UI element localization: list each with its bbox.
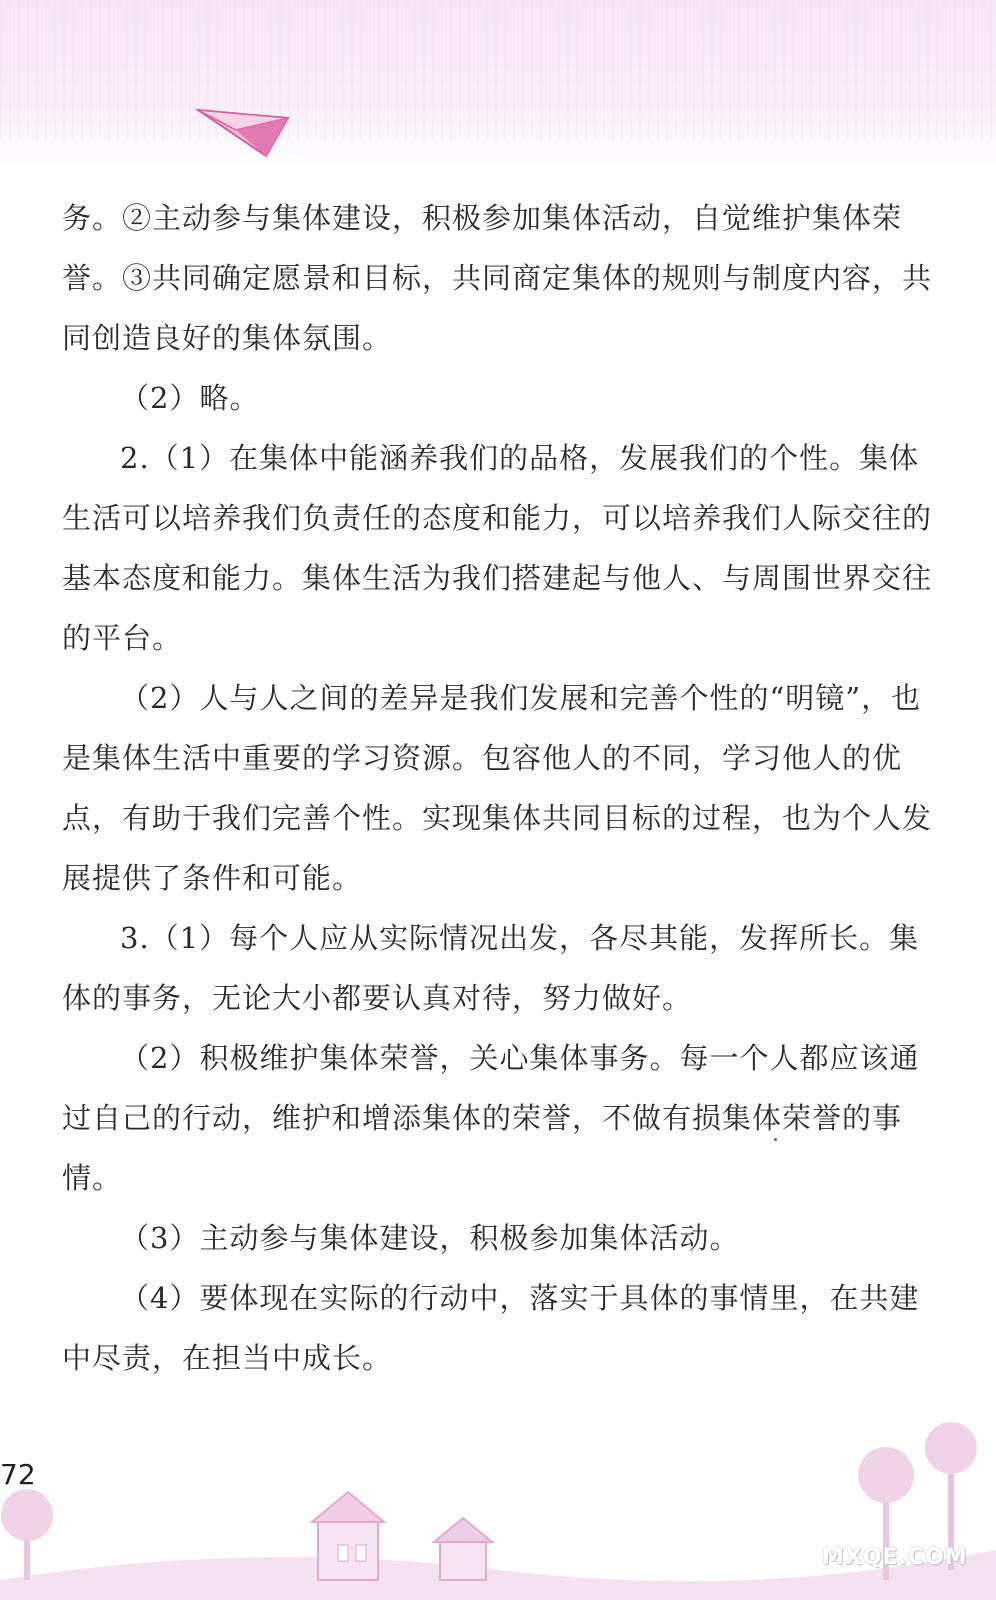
page-number: 72 — [0, 1458, 36, 1491]
paragraph-2-2: （2）人与人之间的差异是我们发展和完善个性的“明镜”，也是集体生活中重要的学习资源。包容他人的不同，学习他人的优点，有助于我们完善个性。实现集体共同目标的过程，也为个人发展提供了条件和可能。 — [62, 681, 933, 895]
paragraph-continuation: 务。②主动参与集体建设，积极参加集体活动，自觉维护集体荣誉。③共同确定愿景和目标，共同商定集体的规则与制度内容，共同创造良好的集体氛围。 — [62, 201, 933, 355]
bottom-decoration — [0, 1420, 996, 1600]
house-icon — [434, 1518, 492, 1580]
answer-text — [62, 188, 934, 1388]
paragraph-3-3: （3）主动参与集体建设，积极参加集体活动。 — [120, 1221, 740, 1255]
watermark: MXQE.COM — [822, 1545, 968, 1570]
paragraph-3-4: （4）要体现在实际的行动中，落实于具体的事情里，在共建中尽责，在担当中成长。 — [62, 1281, 920, 1375]
header-band — [0, 0, 996, 170]
paragraph-2-1: 2.（1）在集体中能涵养我们的品格，发展我们的个性。集体生活可以培养我们负责任的态度和能力，可以培养我们人际交往的基本态度和能力。集体生活为我们搭建起与他人、与周围世界交往的平台。 — [62, 441, 933, 655]
stray-dot — [774, 1138, 777, 1141]
tree-icon — [1, 1489, 53, 1580]
paper-plane-icon — [196, 104, 296, 164]
paragraph-1-2: （2）略。 — [120, 381, 260, 415]
paragraph-3-2: （2）积极维护集体荣誉，关心集体事务。每一个人都应该通过自己的行动，维护和增添集体的荣誉，不做有损集体荣誉的事情。 — [62, 1041, 920, 1195]
paragraph-3-1: 3.（1）每个人应从实际情况出发，各尽其能，发挥所长。集体的事务，无论大小都要认真对待，努力做好。 — [62, 921, 920, 1015]
house-icon — [312, 1492, 384, 1580]
